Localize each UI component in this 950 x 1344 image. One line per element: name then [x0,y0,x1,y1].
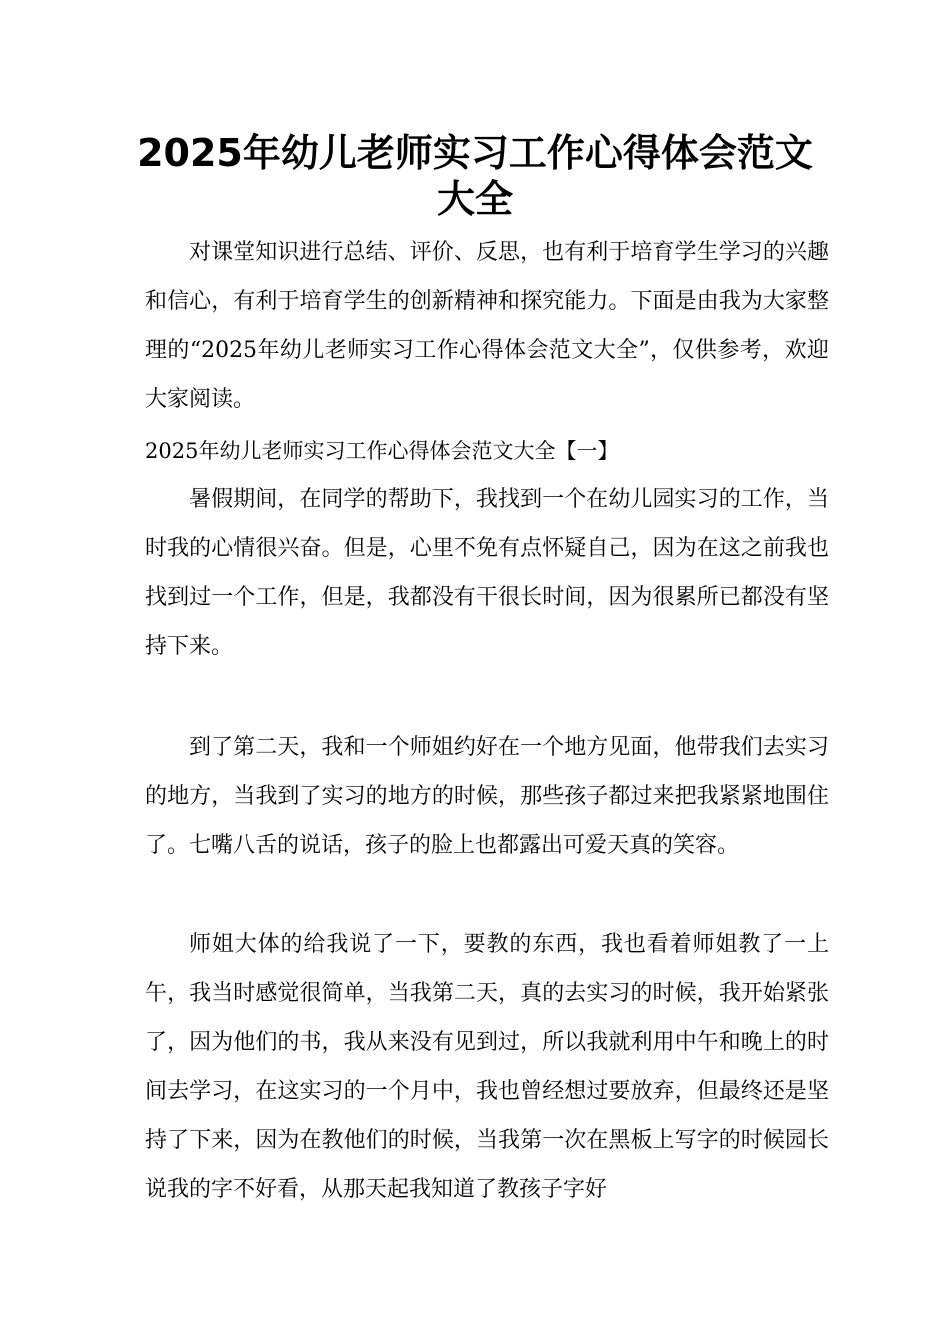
title-line-2: 大全 [436,177,513,221]
intro-paragraph: 对课堂知识进行总结、评价、反思，也有利于培育学生学习的兴趣和信心，有利于培育学生的创新精神和探究能力。下面是由我为大家整理的“2025年幼儿老师实习工作心得体会范文大全”，仅供参考，欢迎大家阅读。 [145,240,829,412]
section-heading: 2025年幼儿老师实习工作心得体会范文大全【一】 [145,439,619,463]
body-paragraph-3: 师姐大体的给我说了一下，要教的东西，我也看着师姐教了一上午，我当时感觉很简单，当我第二天，真的去实习的时候，我开始紧张了，因为他们的书，我从来没有见到过，所以我就利用中午和晚上的时间去学习，在这实习的一个月中，我也曾经想过要放弃，但最终还是坚持了下来，因为在教他们的时候，当我第一次在黑板上写字的时候园长说我的字不好看，从那天起我知道了教孩子字好 [145,932,829,1202]
title-line-1: 2025年幼儿老师实习工作心得体会范文 [137,131,813,175]
body-paragraph-2: 到了第二天，我和一个师姐约好在一个地方见面，他带我们去实习的地方，当我到了实习的地方的时候，那些孩子都过来把我紧紧地围住了。七嘴八舌的说话，孩子的脸上也都露出可爱天真的笑容。 [145,735,829,858]
body-paragraph-1: 暑假期间，在同学的帮助下，我找到一个在幼儿园实习的工作，当时我的心情很兴奋。但是，心里不免有点怀疑自己，因为在这之前我也找到过一个工作，但是，我都没有干很长时间，因为很累所已都没有坚持下来。 [145,487,829,659]
document-title [120,130,830,222]
